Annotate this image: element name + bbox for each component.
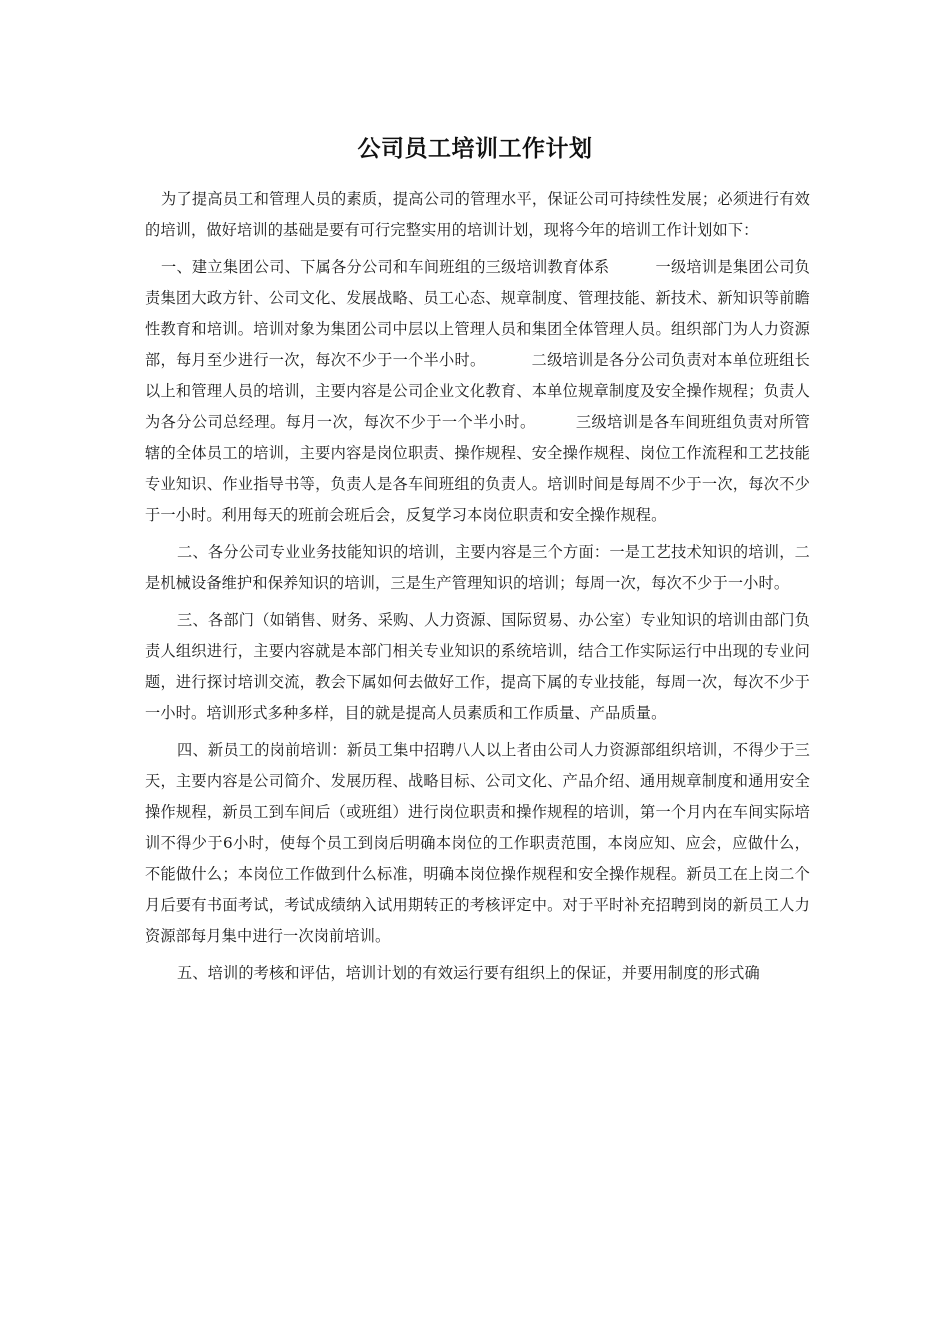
section-3-paragraph: 三、各部门（如销售、财务、采购、人力资源、国际贸易、办公室）专业知识的培训由部门负责人组织进行，主要内容就是本部门相关专业知识的系统培训，结合工作实际运行中出现的专业问题，进行探讨培训交流，教会下属如何去做好工作，提高下属的专业技能，每周一次，每次不少于一小时。培训形式多种多样，目的就是提高人员素质和工作质量、产品质量。 bbox=[145, 611, 810, 722]
section-4-paragraph: 四、新员工的岗前培训：新员工集中招聘八人以上者由公司人力资源部组织培训，不得少于三天，主要内容是公司简介、发展历程、战略目标、公司文化、产品介绍、通用规章制度和通用安全操作规程，新员工到车间后（或班组）进行岗位职责和操作规程的培训，第一个月内在车间实际培训不得少于6小时，使每个员工到岗后明确本岗位的工作职责范围，本岗应知、应会，应做什么，不能做什么；本岗位工作做到什么标准，明确本岗位操作规程和安全操作规程。新员工在上岗二个月后要有书面考试，考试成绩纳入试用期转正的考核评定中。对于平时补充招聘到岗的新员工人力资源部每月集中进行一次岗前培训。 bbox=[145, 741, 810, 945]
intro-paragraph: 为了提高员工和管理人员的素质，提高公司的管理水平，保证公司可持续性发展；必须进行有效的培训，做好培训的基础是要有可行完整实用的培训计划，现将今年的培训工作计划如下： bbox=[145, 190, 810, 239]
section-2-paragraph: 二、各分公司专业业务技能知识的培训，主要内容是三个方面：一是工艺技术知识的培训，二是机械设备维护和保养知识的培训，三是生产管理知识的培训；每周一次，每次不少于一小时。 bbox=[145, 543, 810, 592]
section-1-level-2: 二级培训是各分公司负责对本单位班组长以上和管理人员的培训，主要内容是公司企业文化教育、本单位规章制度及安全操作规程；负责人为各分公司总经理。每月一次，每次不少于一个半小时。 bbox=[145, 351, 810, 431]
section-1-heading: 一、建立集团公司、下属各分公司和车间班组的三级培训教育体系 bbox=[161, 258, 610, 276]
document-title: 公司员工培训工作计划 bbox=[357, 136, 593, 162]
section-1-level-1: 一级培训是集团公司负责集团大政方针、公司文化、发展战略、员工心态、规章制度、管理技能、新技术、新知识等前瞻性教育和培训。培训对象为集团公司中层以上管理人员和集团全体管理人员。组织部门为人力资源部，每月至少进行一次，每次不少于一个半小时。 bbox=[145, 258, 811, 369]
document-body bbox=[145, 184, 810, 995]
section-5-paragraph: 五、培训的考核和评估，培训计划的有效运行要有组织上的保证，并要用制度的形式确 bbox=[177, 964, 760, 982]
section-1-paragraph bbox=[145, 252, 810, 531]
section-1-level-3: 三级培训是各车间班组负责对所管辖的全体员工的培训，主要内容是岗位职责、操作规程、安全操作规程、岗位工作流程和工艺技能专业知识、作业指导书等，负责人是各车间班组的负责人。培训时间是每周不少于一次，每次不少于一小时。利用每天的班前会班后会，反复学习本岗位职责和安全操作规程。 bbox=[145, 413, 811, 524]
